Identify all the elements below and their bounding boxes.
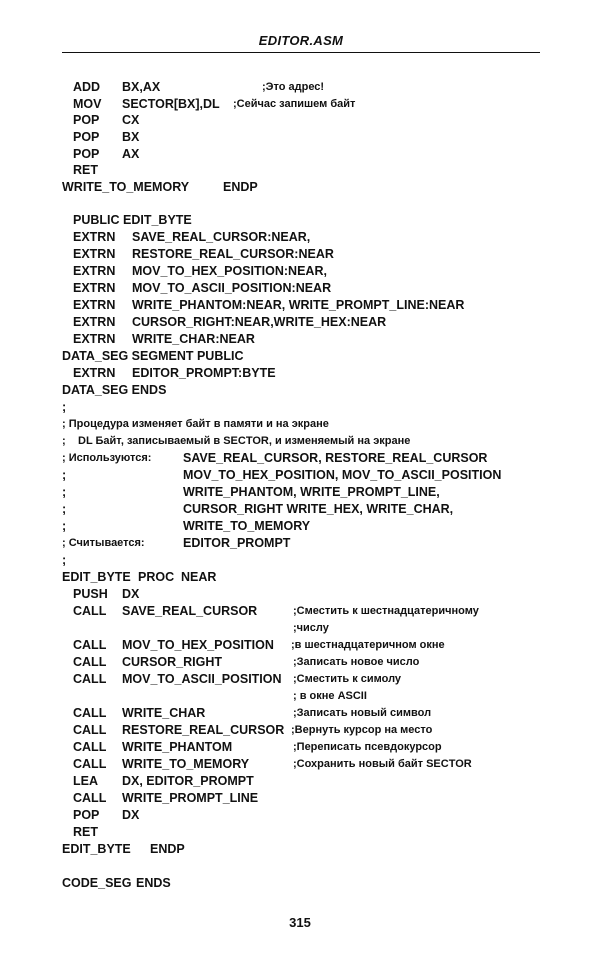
operand: EDITOR_PROMPT:BYTE [132,366,276,380]
mnemonic: POP [73,808,100,822]
operand: WRITE_PHANTOM [122,740,233,754]
comment: ; [62,553,67,567]
operand: SAVE_REAL_CURSOR:NEAR, [132,230,311,244]
comment: ;Сместить к симолу [293,673,402,685]
operand: WRITE_PHANTOM:NEAR, WRITE_PROMPT_LINE:NEAR [132,298,465,312]
comment: SAVE_REAL_CURSOR, RESTORE_REAL_CURSOR [183,451,488,465]
directive: NEAR [181,570,217,584]
comment: CURSOR_RIGHT WRITE_HEX, WRITE_CHAR, [183,502,454,516]
mnemonic: EXTRN [73,366,116,380]
mnemonic: MOV [73,97,102,111]
operand: WRITE_CHAR:NEAR [132,332,255,346]
operand: DX [122,587,140,601]
comment: ; [62,502,67,516]
comment: MOV_TO_HEX_POSITION, MOV_TO_ASCII_POSITION [183,468,502,482]
label: EDIT_BYTE [62,842,131,856]
mnemonic: CALL [73,757,107,771]
operand: WRITE_TO_MEMORY [122,757,250,771]
operand: BX,AX [122,80,161,94]
comment: ; [62,519,67,533]
comment: ;Переписать псевдокурсор [293,741,442,753]
mnemonic: CALL [73,672,107,686]
mnemonic: POP [73,130,100,144]
directive: DATA_SEG ENDS [62,383,167,397]
comment: ;Вернуть курсор на место [291,724,433,736]
mnemonic: EXTRN [73,247,116,261]
comment: EDITOR_PROMPT [183,536,291,550]
comment: ; в окне ASCII [293,690,367,702]
operand: RESTORE_REAL_CURSOR:NEAR [132,247,334,261]
operand: WRITE_PROMPT_LINE [122,791,259,805]
operand: RESTORE_REAL_CURSOR [122,723,285,737]
comment: ;Сохранить новый байт SECTOR [293,758,472,770]
mnemonic: CALL [73,791,107,805]
comment: WRITE_PHANTOM, WRITE_PROMPT_LINE, [183,485,440,499]
mnemonic: POP [73,113,100,127]
directive: PUBLIC EDIT_BYTE [73,213,192,227]
operand: CX [122,113,140,127]
mnemonic: PUSH [73,587,108,601]
operand: MOV_TO_HEX_POSITION:NEAR, [132,264,327,278]
operand: MOV_TO_HEX_POSITION [122,638,274,652]
mnemonic: POP [73,147,100,161]
mnemonic: EXTRN [73,281,116,295]
operand: DX, EDITOR_PROMPT [122,774,254,788]
mnemonic: CALL [73,723,107,737]
mnemonic: CALL [73,740,107,754]
comment: ;Сейчас запишем байт [233,98,356,110]
mnemonic: RET [73,825,98,839]
directive: DATA_SEG SEGMENT PUBLIC [62,349,244,363]
page-header-title: EDITOR.ASM [258,33,344,48]
mnemonic: EXTRN [73,298,116,312]
comment: ; Процедура изменяет байт в памяти и на экране [62,418,329,430]
mnemonic: CALL [73,706,107,720]
comment: ; [62,400,67,414]
mnemonic: RET [73,163,98,177]
comment: ;Записать новый символ [293,707,432,719]
mnemonic: CALL [73,638,107,652]
comment: DL Байт, записываемый в SECTOR, и изменяемый на экране [78,435,411,447]
mnemonic: CALL [73,655,107,669]
comment: ; [62,468,67,482]
comment: ;Это адрес! [262,81,325,93]
operand: BX [122,130,140,144]
label: WRITE_TO_MEMORY [62,180,190,194]
comment: ; [62,435,66,447]
mnemonic: LEA [73,774,98,788]
mnemonic: EXTRN [73,332,116,346]
comment: ;числу [293,622,329,634]
mnemonic: CALL [73,604,107,618]
operand: CURSOR_RIGHT:NEAR,WRITE_HEX:NEAR [132,315,387,329]
comment: ; [62,485,67,499]
comment: ; Используются: [62,452,152,464]
operand: AX [122,147,140,161]
mnemonic: EXTRN [73,230,116,244]
mnemonic: EXTRN [73,264,116,278]
comment: ;Сместить к шестнадцатеричному [293,605,479,617]
directive: ENDS [136,876,171,890]
comment: WRITE_TO_MEMORY [183,519,311,533]
operand: MOV_TO_ASCII_POSITION:NEAR [132,281,332,295]
operand: CURSOR_RIGHT [122,655,223,669]
directive: PROC [138,570,175,584]
comment: ;Записать новое число [293,656,420,668]
operand: WRITE_CHAR [122,706,206,720]
mnemonic: ADD [73,80,101,94]
comment: ; Считывается: [62,537,145,549]
page-number: 315 [289,915,311,930]
operand: SAVE_REAL_CURSOR [122,604,258,618]
operand: SECTOR[BX],DL [122,97,220,111]
comment: ;в шестнадцатеричном окне [291,639,445,651]
operand: DX [122,808,140,822]
mnemonic: EXTRN [73,315,116,329]
operand: MOV_TO_ASCII_POSITION [122,672,282,686]
label: CODE_SEG [62,876,132,890]
directive: ENDP [150,842,185,856]
label: EDIT_BYTE [62,570,131,584]
directive: ENDP [223,180,258,194]
